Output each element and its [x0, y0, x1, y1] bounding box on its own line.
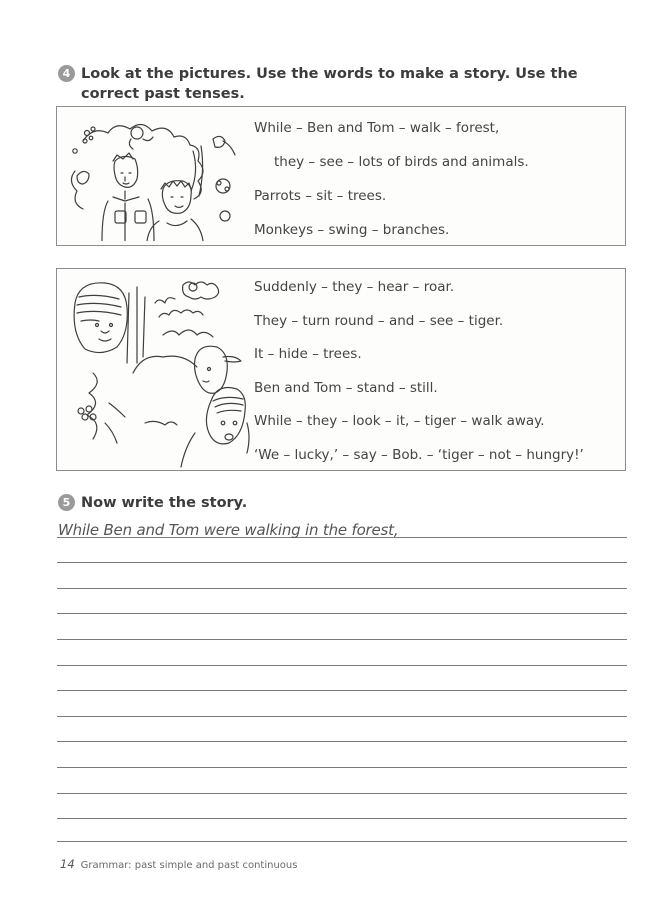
writing-line[interactable]	[57, 794, 627, 820]
example-answer: While Ben and Tom were walking in the forest,	[58, 520, 399, 539]
story-writing-area[interactable]	[57, 512, 627, 819]
picture-box-1	[56, 106, 626, 246]
writing-line[interactable]	[57, 589, 627, 615]
writing-line[interactable]	[57, 563, 627, 589]
exercise-4-instruction-line2: correct past tenses.	[81, 86, 245, 102]
picture-box-2	[56, 268, 626, 471]
writing-line[interactable]	[57, 666, 627, 692]
prompt-line: While – Ben and Tom – walk – forest,	[254, 120, 500, 136]
writing-line[interactable]	[57, 614, 627, 640]
exercise-5-heading	[58, 493, 247, 513]
writing-line[interactable]	[57, 768, 627, 794]
writing-line[interactable]	[57, 538, 627, 564]
footer-rule	[57, 841, 627, 842]
page-number: 14	[60, 857, 75, 871]
prompt-line: While – they – look – it, – tiger – walk away.	[254, 413, 545, 429]
forest-boys-illustration-icon	[63, 111, 248, 241]
prompt-line: It – hide – trees.	[254, 346, 362, 362]
page-footer	[60, 857, 297, 871]
picture-2-prompts	[254, 271, 584, 472]
writing-line-example	[57, 512, 627, 538]
footer-section-title: Grammar: past simple and past continuous	[80, 860, 298, 871]
prompt-line: Suddenly – they – hear – roar.	[254, 279, 455, 295]
exercise-number-badge: 4	[58, 65, 75, 82]
writing-line[interactable]	[57, 717, 627, 743]
prompt-line: Parrots – sit – trees.	[254, 188, 387, 204]
prompt-line: They – turn round – and – see – tiger.	[254, 312, 504, 329]
writing-line[interactable]	[57, 640, 627, 666]
picture-1-prompts	[254, 111, 529, 247]
exercise-number-badge: 5	[58, 494, 75, 511]
prompt-line: they – see – lots of birds and animals.	[274, 154, 529, 170]
exercise-4-instruction-line1: Look at the pictures. Use the words to make a story. Use the	[81, 66, 578, 82]
prompt-line: Monkeys – swing – branches.	[254, 222, 450, 238]
tiger-boys-illustration-icon	[63, 273, 253, 468]
writing-line[interactable]	[57, 742, 627, 768]
exercise-4-heading	[58, 64, 603, 104]
prompt-line: ‘We – lucky,’ – say – Bob. – ‘tiger – not – hungry!’	[254, 446, 584, 463]
writing-line[interactable]	[57, 691, 627, 717]
prompt-line: Ben and Tom – stand – still.	[254, 379, 438, 396]
exercise-5-instruction: Now write the story.	[81, 495, 248, 511]
